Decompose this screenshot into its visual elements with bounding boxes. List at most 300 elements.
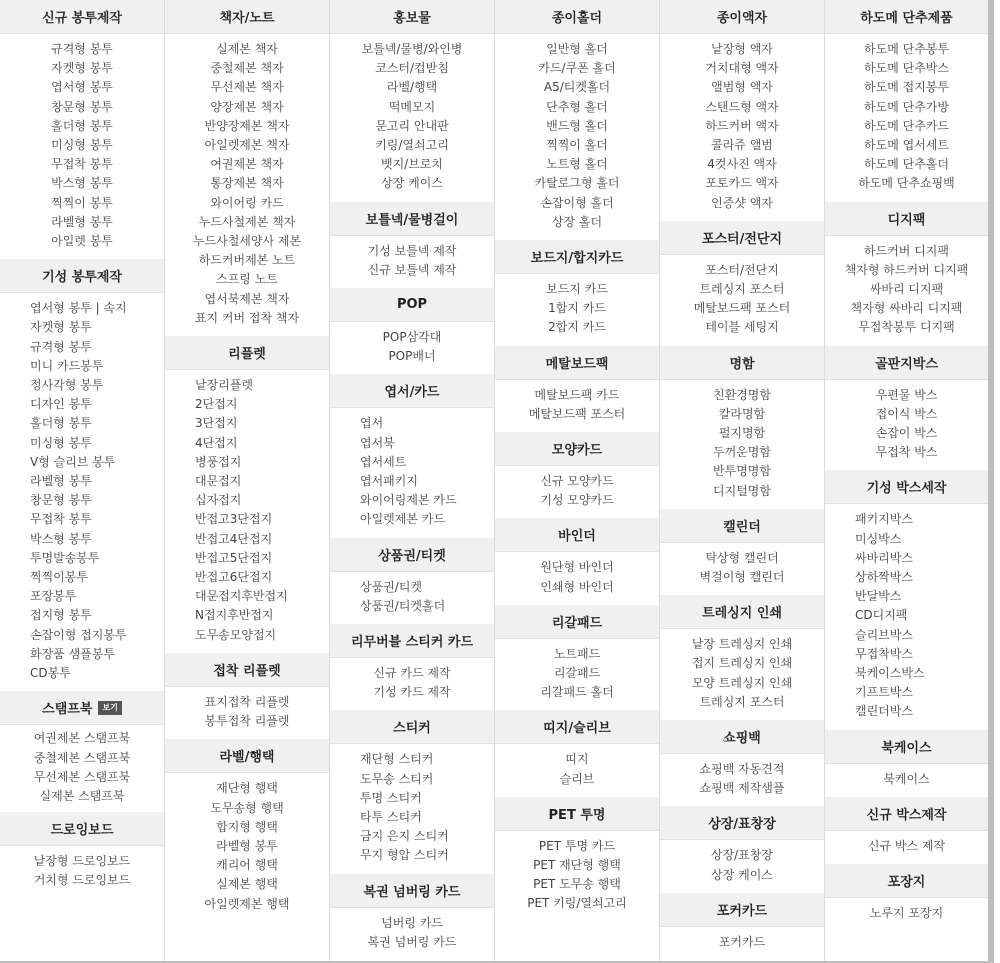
category-item-list [660, 34, 824, 221]
menu-link[interactable]: 통장제본 책자 [210, 176, 284, 191]
category-title: 상장/표창장 [708, 817, 776, 833]
category-item-list [825, 34, 988, 202]
menu-link[interactable]: 인증샷 액자 [711, 195, 773, 210]
menu-link[interactable]: 찍찍이 봉투 [51, 195, 113, 210]
menu-link[interactable]: 와이어링 카드 [210, 195, 284, 210]
menu-link[interactable]: 노트패드 [553, 646, 601, 661]
menu-link[interactable]: 엽서형 봉투 | 속지 [30, 301, 127, 316]
category-header[interactable] [495, 432, 659, 466]
menu-link[interactable]: 낱장형 드로잉보드 [33, 854, 131, 869]
menu-link[interactable]: 무접착봉투 디지팩 [858, 320, 955, 335]
menu-link[interactable]: 3단접지 [195, 416, 238, 431]
menu-link[interactable]: 포커카드 [718, 934, 766, 949]
category-header[interactable] [660, 595, 824, 629]
category-title: 종이액자 [716, 11, 768, 26]
category-title: 트레싱지 인쇄 [702, 606, 782, 622]
menu-link[interactable]: 문고리 안내판 [375, 118, 449, 133]
menu-link[interactable]: 슬리브박스 [855, 627, 913, 642]
menu-link[interactable]: 쇼핑백 제작샘플 [699, 781, 785, 796]
menu-link[interactable]: 대문접지후반접지 [195, 589, 288, 604]
menu-link[interactable]: 2단접지 [195, 397, 238, 412]
category-title: 드로잉보드 [50, 823, 114, 839]
category-item-list [330, 322, 494, 374]
menu-link[interactable]: 실제본 책자 [216, 42, 278, 56]
menu-link[interactable]: 복권 넘버링 카드 [367, 934, 457, 949]
menu-link[interactable]: 여권제본 책자 [210, 157, 284, 172]
category-header[interactable] [165, 739, 329, 773]
menu-link[interactable]: 리갈패드 [553, 666, 601, 681]
menu-link[interactable]: 노루지 포장지 [869, 906, 944, 921]
category-header[interactable] [495, 518, 659, 552]
menu-link[interactable]: 자켓형 봉투 [51, 61, 113, 76]
category-item-list [660, 840, 824, 892]
menu-link[interactable]: 아일렛제본 카드 [360, 512, 445, 527]
menu-link[interactable]: 찍찍이봉투 [30, 570, 88, 585]
category-item-list [0, 34, 164, 259]
menu-link[interactable]: PET 도무송 행택 [533, 877, 621, 892]
category-item-list [825, 898, 988, 931]
category-header[interactable] [0, 0, 164, 34]
menu-link[interactable]: 미싱형 봉투 [51, 138, 113, 153]
menu-link[interactable]: 쇼핑백 자동견적 [699, 762, 785, 777]
category-header[interactable] [660, 509, 824, 543]
category-title: 북케이스 [881, 740, 932, 756]
menu-link[interactable]: 금지 은지 스티커 [360, 829, 449, 844]
menu-link[interactable]: 기프트박스 [855, 685, 913, 700]
category-title: 캘린더 [723, 519, 761, 535]
menu-link[interactable]: 미니 카드봉투 [30, 358, 104, 373]
category-item-list [495, 466, 659, 518]
category-header[interactable] [660, 346, 824, 380]
menu-link[interactable]: 엽서형 봉투 [51, 80, 113, 95]
category-title: 메탈보드팩 [545, 356, 609, 372]
category-title: 디지팩 [887, 212, 926, 228]
category-title: 보드지/합지카드 [530, 251, 624, 267]
menu-link[interactable]: 4단접지 [195, 435, 238, 450]
menu-link[interactable]: 인쇄형 바인더 [540, 579, 614, 594]
menu-link[interactable]: 신규 보틀넥 제작 [367, 262, 457, 277]
menu-link[interactable]: 디지털명함 [713, 483, 771, 498]
menu-link[interactable]: 싸바리 디지팩 [869, 282, 944, 297]
menu-link[interactable]: 패키지박스 [855, 512, 913, 527]
menu-column-1 [0, 0, 165, 961]
category-item-list [165, 370, 329, 653]
menu-link[interactable]: 화장품 샘플봉투 [30, 646, 115, 661]
menu-link[interactable]: 보드지 카드 [546, 282, 608, 297]
category-title: 포스터/전단지 [701, 231, 783, 247]
category-item-list [0, 293, 164, 691]
category-header[interactable] [495, 605, 659, 639]
menu-link[interactable]: 정사각형 봉투 [30, 378, 104, 393]
menu-link[interactable]: 무접착 봉투 [51, 157, 113, 172]
menu-link[interactable]: 반접고5단접지 [195, 550, 273, 565]
menu-link[interactable]: 표지접착 리플렛 [204, 694, 290, 709]
menu-link[interactable]: 규격형 봉투 [30, 339, 92, 354]
menu-link[interactable]: 라벨형 봉투 [216, 838, 278, 853]
category-header[interactable] [330, 538, 494, 572]
category-item-list [660, 754, 824, 806]
menu-link[interactable]: 찍찍이 홀더 [546, 138, 608, 153]
menu-link[interactable]: 엽서북제본 책자 [204, 291, 290, 306]
menu-link[interactable]: 접지 트레싱지 인쇄 [691, 656, 793, 671]
menu-link[interactable]: 거치대형 액자 [705, 61, 779, 76]
menu-link[interactable]: 하도메 단추박스 [864, 61, 949, 76]
category-item-list [165, 34, 329, 336]
menu-link[interactable]: 기성 보틀넥 제작 [367, 243, 457, 258]
menu-link[interactable]: POP삼각대 [382, 330, 442, 345]
category-header[interactable] [330, 374, 494, 408]
category-header[interactable] [660, 806, 824, 840]
menu-link[interactable]: 북케이스박스 [855, 666, 925, 681]
menu-link[interactable]: 하드커버 디지팩 [864, 243, 949, 258]
menu-link[interactable]: 와이어링제본 카드 [360, 493, 457, 508]
menu-link[interactable]: 무선제본 책자 [210, 80, 284, 95]
menu-link[interactable]: 합지형 행택 [216, 819, 278, 834]
category-title: 기성 박스세작 [866, 481, 947, 497]
menu-link[interactable]: 재단형 스티커 [360, 752, 434, 767]
menu-link[interactable]: 아일렛제본 행택 [204, 896, 290, 911]
menu-link[interactable]: 싸바리박스 [855, 550, 913, 565]
category-header[interactable] [825, 346, 988, 380]
menu-link[interactable]: 아일렛제본 책자 [204, 138, 290, 153]
category-title: 접착 리플렛 [213, 663, 281, 679]
menu-link[interactable]: 하도메 단추봉투 [864, 42, 949, 56]
menu-link[interactable]: 규격형 봉투 [51, 42, 113, 56]
menu-link[interactable]: CD봉투 [30, 666, 71, 681]
menu-link[interactable]: 트레싱지 포스터 [699, 282, 785, 297]
menu-link[interactable]: 아일렛 봉투 [51, 234, 113, 249]
menu-link[interactable]: 기성 모양카드 [540, 493, 614, 508]
menu-link[interactable]: 두꺼운명함 [713, 445, 771, 460]
menu-link[interactable]: 미싱형 봉투 [30, 435, 92, 450]
category-header[interactable] [0, 259, 164, 293]
category-title: 바인더 [558, 529, 596, 545]
menu-link[interactable]: 반접고4단접지 [195, 531, 273, 546]
category-item-list [825, 236, 988, 346]
category-header[interactable] [825, 470, 988, 504]
menu-link[interactable]: PET 재단형 행택 [533, 858, 621, 873]
category-title: 신규 박스제작 [866, 807, 947, 823]
menu-link[interactable]: 재단형 행택 [216, 781, 278, 796]
menu-link[interactable]: 미싱박스 [855, 531, 902, 546]
menu-link[interactable]: PET 키링/열쇠고리 [527, 896, 627, 911]
category-header[interactable] [495, 346, 659, 380]
category-header[interactable] [825, 797, 988, 831]
category-item-list [330, 408, 494, 537]
menu-link[interactable]: 탁상형 캘린더 [705, 550, 779, 565]
category-header[interactable] [660, 720, 824, 754]
category-item-list [660, 927, 824, 960]
menu-link[interactable]: 십자접지 [195, 493, 242, 508]
category-item-list [495, 552, 659, 604]
category-header[interactable] [660, 0, 824, 34]
category-title: 포장지 [887, 875, 926, 891]
menu-column-5 [660, 0, 825, 961]
menu-link[interactable]: PET 투명 카드 [538, 838, 616, 853]
menu-link[interactable]: 하도메 단추카드 [864, 118, 949, 133]
menu-link[interactable]: 상장 케이스 [711, 867, 773, 882]
category-header[interactable] [165, 0, 329, 34]
menu-link[interactable]: 손잡이 박스 [875, 426, 938, 441]
category-title: 모양카드 [551, 443, 603, 459]
menu-link[interactable]: 양장제본 책자 [210, 99, 284, 114]
category-title: 종이홀더 [551, 11, 603, 26]
menu-link[interactable]: 하도메 단추홀더 [864, 157, 949, 172]
menu-link[interactable]: 하도메 단추가방 [864, 99, 949, 114]
menu-link[interactable]: 엽서세트 [360, 454, 407, 469]
menu-link[interactable]: 누드사철세양사 제본 [192, 234, 302, 249]
menu-link[interactable]: 단추형 홀더 [546, 99, 608, 114]
menu-link[interactable]: 메탈보드팩 카드 [534, 387, 620, 402]
menu-link[interactable]: 포토카드 액자 [705, 176, 779, 191]
menu-link[interactable]: 낱장형 액자 [711, 42, 773, 56]
menu-link[interactable]: 상장 케이스 [381, 176, 443, 191]
menu-link[interactable]: 신규 카드 제작 [373, 666, 451, 681]
menu-link[interactable]: 스프링 노트 [216, 272, 278, 287]
menu-link[interactable]: 트레싱지 포스터 [699, 694, 785, 709]
menu-link[interactable]: 넘버링 카드 [381, 915, 443, 930]
category-header[interactable] [0, 812, 164, 846]
view-badge-button[interactable]: 보기 [98, 701, 121, 715]
menu-link[interactable]: 보틀넥/물병/와인병 [361, 42, 463, 56]
menu-link[interactable]: 신규 모양카드 [540, 474, 614, 489]
menu-link[interactable]: 1합지 카드 [548, 301, 606, 316]
category-title: 보틀넥/물병걸이 [365, 212, 459, 228]
category-item-list [825, 831, 988, 864]
category-header[interactable] [330, 0, 494, 34]
menu-link[interactable]: 카탈로그형 홀더 [534, 176, 620, 191]
category-item-list [330, 744, 494, 873]
menu-link[interactable]: 띠지 [565, 752, 589, 767]
menu-link[interactable]: 모양 트레싱지 인쇄 [691, 675, 793, 690]
category-item-list [165, 773, 329, 921]
menu-link[interactable]: 반투명명함 [713, 464, 771, 479]
category-header[interactable] [495, 797, 659, 831]
menu-link[interactable]: 콜라쥬 앨범 [711, 138, 773, 153]
menu-link[interactable]: 엽서북 [360, 435, 395, 450]
menu-link[interactable]: 북케이스 [883, 771, 930, 786]
category-header[interactable] [330, 874, 494, 908]
menu-link[interactable]: 손잡이형 접지봉투 [30, 627, 127, 642]
menu-link[interactable]: 포장봉투 [30, 589, 77, 604]
category-header[interactable] [495, 710, 659, 744]
menu-link[interactable]: 2합지 카드 [548, 320, 606, 335]
menu-link[interactable]: 4컷사진 액자 [707, 157, 777, 172]
menu-link[interactable]: 코스터/컵받침 [375, 61, 449, 76]
menu-link[interactable]: 하도메 접지봉투 [864, 80, 949, 95]
menu-link[interactable]: 상하짝박스 [855, 570, 913, 585]
menu-link[interactable]: 키링/열쇠고리 [375, 138, 449, 153]
category-title: 포커카드 [716, 903, 768, 919]
category-header[interactable] [825, 730, 988, 764]
menu-link[interactable]: 무선제본 스탬프북 [33, 769, 131, 784]
category-header[interactable] [495, 240, 659, 274]
menu-link[interactable]: 중철제본 스탬프북 [33, 750, 131, 765]
category-item-list [660, 380, 824, 509]
menu-link[interactable]: 상장 홀더 [551, 214, 603, 229]
category-item-list [660, 629, 824, 720]
category-title: 리무버블 스티커 카드 [350, 635, 474, 651]
menu-link[interactable]: POP배너 [388, 349, 436, 364]
menu-column-3 [330, 0, 495, 961]
category-item-list [495, 274, 659, 346]
category-item-list [495, 639, 659, 711]
menu-link[interactable]: 홀더형 봉투 [30, 416, 92, 431]
menu-link[interactable]: 창문형 봉투 [51, 99, 113, 114]
category-header[interactable] [660, 893, 824, 927]
menu-link[interactable]: 벽걸이형 캘린더 [699, 570, 785, 585]
menu-link[interactable]: 일반형 홀더 [546, 42, 608, 56]
menu-link[interactable]: 노트형 홀더 [546, 157, 608, 172]
menu-link[interactable]: 상품권/티켓홀더 [360, 598, 446, 613]
menu-link[interactable]: 펄지명함 [718, 426, 766, 441]
menu-link[interactable]: 스탠드형 액자 [705, 99, 779, 114]
category-header[interactable] [165, 653, 329, 687]
menu-link[interactable]: 친환경명함 [713, 387, 771, 402]
category-header[interactable] [330, 624, 494, 658]
menu-link[interactable]: 타투 스티커 [360, 810, 422, 825]
menu-link[interactable]: 봉투접착 리플렛 [204, 714, 290, 729]
menu-link[interactable]: 무접착 박스 [875, 445, 938, 460]
category-header[interactable] [330, 710, 494, 744]
menu-link[interactable]: 상품권/티켓 [360, 579, 423, 594]
menu-link[interactable]: 라벨형 봉투 [51, 214, 113, 229]
menu-link[interactable]: 박스형 봉투 [51, 176, 113, 191]
menu-link[interactable]: 표지 커버 접착 책자 [194, 310, 300, 325]
menu-link[interactable]: 누드사철제본 책자 [198, 214, 296, 229]
menu-link[interactable]: 낱장리플렛 [195, 378, 253, 393]
menu-link[interactable]: 포스터/전단지 [705, 262, 779, 277]
category-header[interactable] [0, 691, 164, 725]
category-item-list [660, 255, 824, 346]
menu-link[interactable]: 슬리브 [559, 771, 595, 786]
menu-link[interactable]: 칼라명함 [718, 406, 766, 421]
menu-link[interactable]: 여권제본 스탬프북 [33, 731, 131, 746]
menu-link[interactable]: 대문접지 [195, 474, 242, 489]
menu-link[interactable]: 접이식 박스 [875, 406, 938, 421]
category-item-list [330, 34, 494, 202]
menu-link[interactable]: 앨범형 액자 [711, 80, 773, 95]
menu-link[interactable]: 라벨형 봉투 [30, 474, 92, 489]
menu-link[interactable]: 반달박스 [855, 589, 902, 604]
menu-link[interactable]: 메탈보드팩 포스터 [528, 406, 626, 421]
menu-link[interactable]: 하도메 엽서세트 [864, 138, 949, 153]
menu-link[interactable]: 책자형 하드커버 디지팩 [844, 262, 969, 277]
category-item-list [495, 744, 659, 796]
category-header[interactable] [825, 0, 988, 34]
menu-link[interactable]: 밴드형 홀더 [546, 118, 608, 133]
menu-link[interactable]: 실제본 스탬프북 [39, 788, 125, 803]
menu-link[interactable]: 도무송모양접지 [195, 627, 277, 642]
category-title: 기성 봉투제작 [42, 270, 122, 286]
menu-link[interactable]: 카드/쿠폰 홀더 [538, 61, 616, 76]
menu-link[interactable]: 창문형 봉투 [30, 493, 92, 508]
menu-link[interactable]: 병풍접지 [195, 454, 242, 469]
category-item-list [495, 380, 659, 432]
menu-link[interactable]: 메탈보드팩 포스터 [693, 301, 791, 316]
category-title: PET 투명 [548, 807, 606, 823]
category-item-list [0, 846, 164, 898]
menu-link[interactable]: 책자형 싸바리 디지팩 [850, 301, 963, 316]
menu-link[interactable]: 원단형 바인더 [540, 560, 614, 575]
menu-link[interactable]: 박스형 봉투 [30, 531, 92, 546]
menu-link[interactable]: 중철제본 책자 [210, 61, 284, 76]
category-header[interactable] [495, 0, 659, 34]
menu-link[interactable]: N접지후반접지 [195, 608, 274, 623]
menu-link[interactable]: 라벨/행택 [386, 80, 438, 95]
menu-link[interactable]: 우편물 박스 [875, 387, 938, 402]
menu-link[interactable]: V형 슬리브 봉투 [30, 454, 116, 469]
menu-link[interactable]: 캐리어 행택 [216, 858, 278, 873]
menu-link[interactable]: 무접착 봉투 [30, 512, 92, 527]
category-item-list [330, 572, 494, 624]
category-item-list [330, 658, 494, 710]
menu-link[interactable]: 손잡이형 홀더 [540, 195, 614, 210]
menu-link[interactable]: 반양장제본 책자 [204, 118, 290, 133]
menu-link[interactable]: 거치형 드로잉보드 [33, 873, 131, 888]
menu-link[interactable]: 접지형 봉투 [30, 608, 92, 623]
menu-link[interactable]: 기성 카드 제작 [373, 685, 451, 700]
menu-link[interactable]: 신규 박스 제작 [867, 838, 946, 853]
category-item-list [825, 504, 988, 729]
menu-link[interactable]: 하도메 단추쇼핑백 [858, 176, 955, 191]
category-header[interactable] [825, 864, 988, 898]
category-header[interactable] [660, 221, 824, 255]
menu-link[interactable]: 반접고3단접지 [195, 512, 273, 527]
category-header[interactable] [825, 202, 988, 236]
menu-link[interactable]: 떡메모지 [388, 99, 436, 114]
menu-link[interactable]: A5/티켓홀더 [543, 80, 611, 95]
menu-link[interactable]: 엽서패키지 [360, 474, 418, 489]
category-header[interactable] [330, 288, 494, 322]
category-item-list [165, 687, 329, 739]
menu-link[interactable]: CD디지팩 [855, 608, 908, 623]
category-title: 골판지박스 [875, 356, 938, 372]
category-header[interactable] [330, 202, 494, 236]
menu-link[interactable]: 홀더형 봉투 [51, 118, 113, 133]
menu-column-4 [495, 0, 660, 961]
menu-link[interactable]: 자켓형 봉투 [30, 320, 92, 335]
menu-link[interactable]: 무접착박스 [855, 646, 913, 661]
category-header[interactable] [165, 336, 329, 370]
menu-link[interactable]: 상장/표창장 [710, 848, 773, 863]
menu-link[interactable]: 낱장 트레싱지 인쇄 [691, 637, 793, 652]
category-item-list [495, 831, 659, 922]
menu-link[interactable]: 무지 형압 스티커 [360, 848, 449, 863]
menu-link[interactable]: 뱃지/브로치 [380, 157, 443, 172]
category-item-list [495, 34, 659, 240]
menu-link[interactable]: 리갈패드 홀더 [540, 685, 614, 700]
menu-link[interactable]: 엽서 [360, 416, 384, 431]
menu-link[interactable]: 반접고6단접지 [195, 570, 273, 585]
menu-link[interactable]: 투명 스티커 [360, 790, 422, 805]
category-title: 라벨/행택 [219, 750, 275, 766]
category-title: 책자/노트 [219, 11, 275, 26]
menu-link[interactable]: 실제본 행택 [216, 877, 278, 892]
category-item-list [660, 543, 824, 595]
menu-link[interactable]: 투명발송봉투 [30, 550, 100, 565]
menu-link[interactable]: 디자인 봉투 [30, 397, 92, 412]
category-title: 상품권/티켓 [378, 548, 446, 564]
menu-link[interactable]: 하드커버 액자 [705, 118, 779, 133]
category-item-list [330, 908, 494, 960]
menu-link[interactable]: 하드커버제본 노트 [198, 253, 296, 268]
menu-link[interactable]: 테이블 세팅지 [705, 320, 779, 335]
category-title: 리플렛 [228, 347, 266, 363]
menu-link[interactable]: 도무송형 행택 [210, 800, 284, 815]
menu-link[interactable]: 도무송 스티커 [360, 771, 434, 786]
menu-link[interactable]: 캘린더박스 [855, 704, 913, 719]
